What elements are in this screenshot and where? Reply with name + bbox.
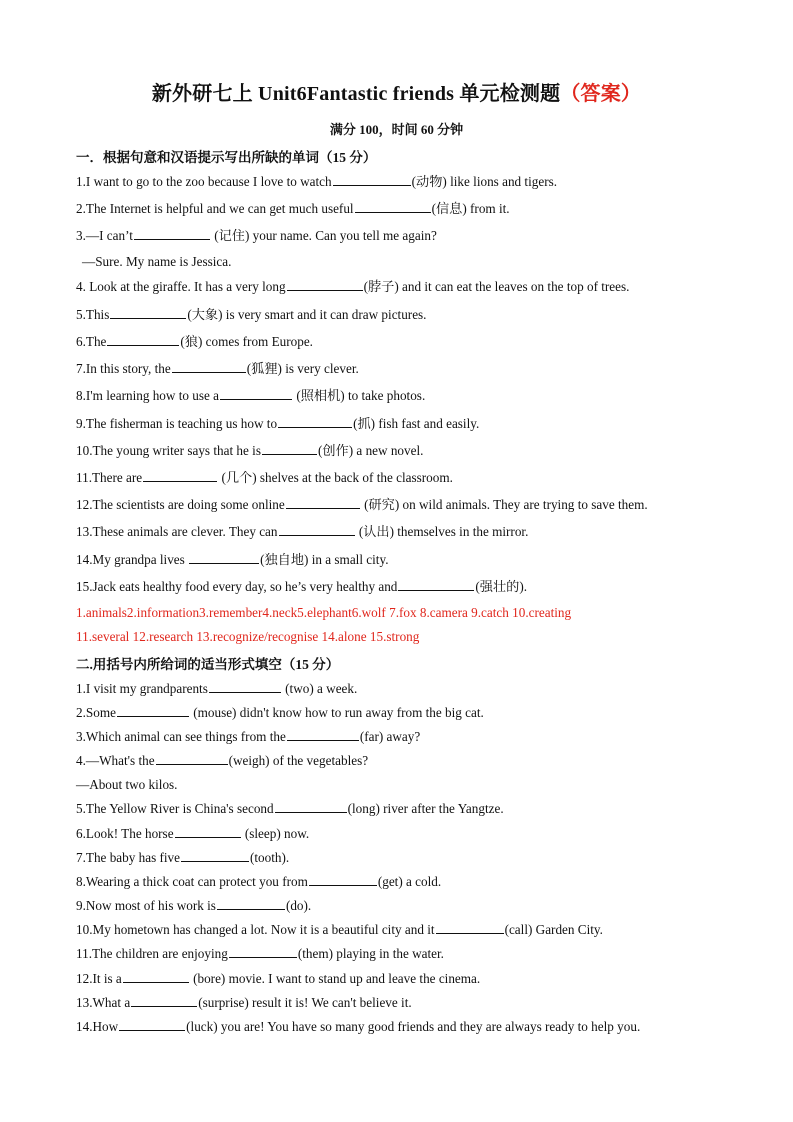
answer-blank[interactable]	[117, 705, 189, 717]
s1-answer-key-line-2: 11.several 12.research 13.recognize/recognise 14.alone 15.strong	[76, 629, 420, 644]
page-title	[0, 77, 793, 106]
s1-question-7: 7.In this story, the (狐狸) is very clever.	[76, 361, 359, 376]
title-answer-tag: （答案）	[560, 83, 642, 105]
answer-blank[interactable]	[398, 579, 474, 591]
answer-blank[interactable]	[209, 681, 281, 693]
s2-question-7: 7.The baby has five (tooth).	[76, 850, 290, 865]
answer-blank[interactable]	[131, 995, 197, 1007]
answer-blank[interactable]	[278, 416, 352, 428]
answer-blank[interactable]	[123, 971, 189, 983]
s2-question-13: 13.What a (surprise) result it is! We can't believe it.	[76, 995, 412, 1010]
answer-blank[interactable]	[286, 497, 360, 509]
answer-blank[interactable]	[229, 946, 297, 958]
title-main: 新外研七上 Unit6Fantastic friends 单元检测题	[151, 83, 561, 105]
answer-blank[interactable]	[279, 524, 355, 536]
answer-blank[interactable]	[134, 228, 210, 240]
answer-blank[interactable]	[287, 279, 363, 291]
s1-question-12: 12.The scientists are doing some online (研究) on wild animals. They are trying to save them.	[76, 497, 648, 512]
s2-question-11: 11.The children are enjoying (them) playing in the water.	[76, 946, 444, 961]
answer-blank[interactable]	[309, 874, 377, 886]
s2-question-10: 10.My hometown has changed a lot. Now it is a beautiful city and it (call) Garden City.	[76, 922, 603, 937]
score-time-subtitle: 满分 100，时间 60 分钟	[329, 122, 464, 137]
answer-blank[interactable]	[181, 850, 249, 862]
s2-question-2: 2.Some (mouse) didn't know how to run away from the big cat.	[76, 705, 484, 720]
s1-question-3: 3.—I can’t (记住) your name. Can you tell me again?	[76, 228, 437, 243]
answer-blank[interactable]	[287, 729, 359, 741]
s1-question-14: 14.My grandpa lives (独自地) in a small city.	[76, 552, 389, 567]
answer-blank[interactable]	[143, 470, 217, 482]
answer-blank[interactable]	[189, 552, 259, 564]
answer-blank[interactable]	[355, 201, 431, 213]
s1-question-6: 6.The (狼) comes from Europe.	[76, 334, 313, 349]
s1-question-1: 1.I want to go to the zoo because I love to watch (动物) like lions and tigers.	[76, 174, 558, 189]
s1-question-5: 5.This (大象) is very smart and it can draw pictures.	[76, 307, 427, 322]
s1-question-4: 4. Look at the giraffe. It has a very long (脖子) and it can eat the leaves on the top of trees.	[76, 279, 630, 294]
s1-question-9: 9.The fisherman is teaching us how to (抓) fish fast and easily.	[76, 416, 480, 431]
s1-question-15: 15.Jack eats healthy food every day, so he’s very healthy and (强壮的).	[76, 579, 528, 594]
s2-question-4: 4.—What's the (weigh) of the vegetables?	[76, 753, 369, 768]
answer-blank[interactable]	[436, 922, 504, 934]
s2-question-9: 9.Now most of his work is (do).	[76, 898, 312, 913]
answer-blank[interactable]	[217, 898, 285, 910]
s1-question-11: 11.There are (几个) shelves at the back of the classroom.	[76, 470, 453, 485]
s1-question-8: 8.I'm learning how to use a (照相机) to take photos.	[76, 388, 426, 403]
answer-blank[interactable]	[333, 174, 411, 186]
s2-question-14: 14.How (luck) you are! You have so many good friends and they are always ready to help you.	[76, 1019, 641, 1034]
s2-question-5: 5.The Yellow River is China's second (long) river after the Yangtze.	[76, 801, 504, 816]
answer-blank[interactable]	[175, 826, 241, 838]
s1-question-10: 10.The young writer says that he is (创作) a new novel.	[76, 443, 424, 458]
answer-blank[interactable]	[107, 334, 179, 346]
section1-heading: 一．根据句意和汉语提示写出所缺的单词（15 分）	[76, 150, 377, 165]
s1-question-2: 2.The Internet is helpful and we can get much useful (信息) from it.	[76, 201, 510, 216]
s1-question-3-reply: —Sure. My name is Jessica.	[82, 254, 232, 269]
s2-question-8: 8.Wearing a thick coat can protect you from (get) a cold.	[76, 874, 442, 889]
s1-question-13: 13.These animals are clever. They can (认出) themselves in the mirror.	[76, 524, 529, 539]
answer-blank[interactable]	[119, 1019, 185, 1031]
s1-answer-key-line-1: 1.animals2.information3.remember4.neck5.elephant6.wolf 7.fox 8.camera 9.catch 10.creating	[76, 605, 572, 620]
section2-heading: 二.用括号内所给词的适当形式填空（15 分）	[76, 657, 340, 672]
s2-question-1: 1.I visit my grandparents (two) a week.	[76, 681, 358, 696]
answer-blank[interactable]	[172, 361, 246, 373]
s2-question-4-reply: —About two kilos.	[76, 777, 178, 792]
answer-blank[interactable]	[220, 388, 292, 400]
s2-question-12: 12.It is a (bore) movie. I want to stand up and leave the cinema.	[76, 971, 481, 986]
answer-blank[interactable]	[275, 801, 347, 813]
s2-question-6: 6.Look! The horse (sleep) now.	[76, 826, 310, 841]
answer-blank[interactable]	[110, 307, 186, 319]
answer-blank[interactable]	[262, 443, 317, 455]
answer-blank[interactable]	[156, 753, 228, 765]
s2-question-3: 3.Which animal can see things from the (far) away?	[76, 729, 421, 744]
